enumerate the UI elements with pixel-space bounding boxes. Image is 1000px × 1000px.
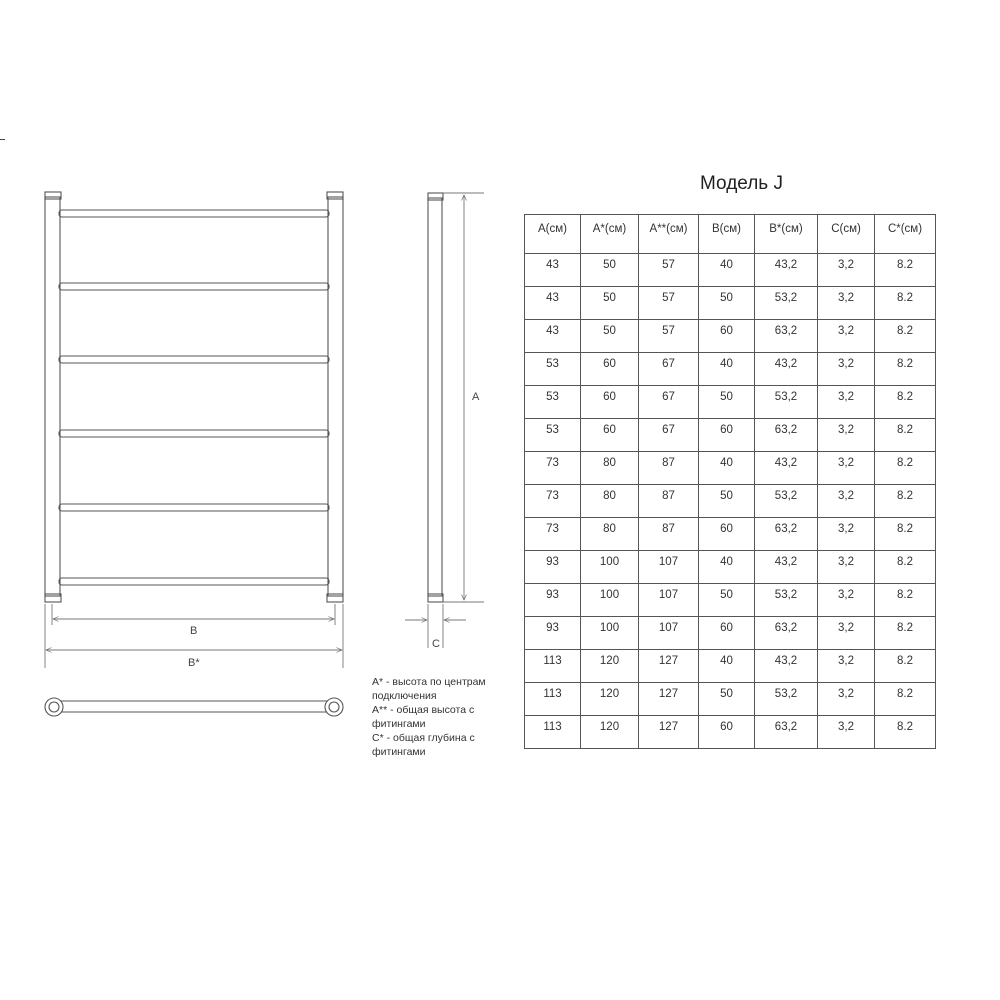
table-row [525, 551, 936, 584]
legend [372, 675, 507, 759]
table-row [525, 386, 936, 419]
table-cell: 50 [699, 386, 755, 419]
table-cell: 127 [639, 650, 699, 683]
table-cell: 3,2 [818, 287, 875, 320]
table-cell: 60 [699, 617, 755, 650]
table-cell: 120 [581, 716, 639, 749]
legend-line: фитингами [372, 718, 426, 730]
dimension-a-label: A [472, 391, 480, 403]
table-cell: 8.2 [875, 353, 936, 386]
table-row [525, 584, 936, 617]
table-row [525, 287, 936, 320]
table-cell: 8.2 [875, 419, 936, 452]
table-cell: 57 [639, 320, 699, 353]
table-cell: 113 [525, 716, 581, 749]
right-pipe [328, 197, 343, 596]
left-top-cap [45, 192, 61, 199]
table-cell: 113 [525, 650, 581, 683]
table-row [525, 683, 936, 716]
column-header: A(см) [525, 215, 581, 254]
table-row [525, 617, 936, 650]
table-cell: 60 [699, 518, 755, 551]
table-cell: 3,2 [818, 683, 875, 716]
table-cell: 8.2 [875, 683, 936, 716]
table-cell: 113 [525, 683, 581, 716]
table-cell: 40 [699, 551, 755, 584]
table-cell: 60 [699, 716, 755, 749]
table-cell: 53,2 [755, 485, 818, 518]
table-cell: 3,2 [818, 320, 875, 353]
table-cell: 60 [581, 386, 639, 419]
table-row [525, 419, 936, 452]
right-top-cap [327, 192, 343, 199]
table-cell: 50 [699, 683, 755, 716]
height-dimension [405, 193, 484, 648]
dimension-b-label: B [190, 625, 198, 637]
table-cell: 93 [525, 551, 581, 584]
table-cell: 80 [581, 485, 639, 518]
rung-4 [59, 430, 329, 437]
table-cell: 100 [581, 584, 639, 617]
table-cell: 8.2 [875, 485, 936, 518]
table-cell: 53 [525, 419, 581, 452]
table-cell: 127 [639, 716, 699, 749]
table-row [525, 254, 936, 287]
table-row [525, 518, 936, 551]
table-cell: 63,2 [755, 716, 818, 749]
table-cell: 43,2 [755, 650, 818, 683]
table-row [525, 650, 936, 683]
legend-line: C* - общая глубина с [372, 732, 475, 744]
dimensions-table [524, 214, 936, 749]
table-cell: 73 [525, 518, 581, 551]
table-cell: 43,2 [755, 254, 818, 287]
table-cell: 43 [525, 320, 581, 353]
table-cell: 87 [639, 485, 699, 518]
left-bottom-cap [45, 594, 61, 602]
table-cell: 63,2 [755, 419, 818, 452]
table-cell: 57 [639, 287, 699, 320]
table-cell: 43,2 [755, 452, 818, 485]
rung-5 [59, 504, 329, 511]
table-cell: 93 [525, 584, 581, 617]
table-cell: 57 [639, 254, 699, 287]
table-cell: 3,2 [818, 386, 875, 419]
table-cell: 40 [699, 452, 755, 485]
table-cell: 8.2 [875, 716, 936, 749]
table-cell: 8.2 [875, 386, 936, 419]
table-cell: 3,2 [818, 584, 875, 617]
table-cell: 87 [639, 518, 699, 551]
table-cell: 3,2 [818, 452, 875, 485]
table-cell: 3,2 [818, 353, 875, 386]
table-cell: 60 [699, 419, 755, 452]
table-cell: 67 [639, 386, 699, 419]
table-cell: 8.2 [875, 617, 936, 650]
column-header: A**(см) [639, 215, 699, 254]
table-cell: 53 [525, 386, 581, 419]
table-cell: 50 [581, 254, 639, 287]
side-view [428, 193, 443, 602]
column-header: C*(см) [875, 215, 936, 254]
table-cell: 107 [639, 551, 699, 584]
table-cell: 8.2 [875, 650, 936, 683]
table-cell: 3,2 [818, 650, 875, 683]
rung-3 [59, 356, 329, 363]
table-row [525, 716, 936, 749]
table-cell: 53,2 [755, 386, 818, 419]
table-header-row [525, 215, 936, 254]
column-header: C(см) [818, 215, 875, 254]
dimension-b-star-label: B* [188, 657, 200, 669]
column-header: B*(см) [755, 215, 818, 254]
front-view [45, 192, 343, 602]
table-cell: 53,2 [755, 584, 818, 617]
table-cell: 60 [699, 320, 755, 353]
table-cell: 3,2 [818, 716, 875, 749]
legend-line: A* - высота по центрам [372, 676, 486, 688]
table-cell: 8.2 [875, 452, 936, 485]
table-cell: 80 [581, 518, 639, 551]
table-cell: 107 [639, 617, 699, 650]
legend-line: фитингами [372, 746, 426, 758]
table-cell: 50 [699, 287, 755, 320]
table-cell: 120 [581, 650, 639, 683]
legend-line: A** - общая высота с [372, 704, 475, 716]
table-cell: 8.2 [875, 518, 936, 551]
table-cell: 60 [581, 353, 639, 386]
table-cell: 67 [639, 419, 699, 452]
rung-1 [59, 210, 329, 217]
legend-line: подключения [372, 690, 437, 702]
table-cell: 63,2 [755, 320, 818, 353]
table-cell: 40 [699, 650, 755, 683]
table-cell: 3,2 [818, 485, 875, 518]
table-row [525, 353, 936, 386]
table-cell: 3,2 [818, 419, 875, 452]
top-view [45, 698, 343, 716]
table-cell: 120 [581, 683, 639, 716]
model-title: Модель J [700, 173, 783, 194]
table-cell: 50 [699, 485, 755, 518]
column-header: B(см) [699, 215, 755, 254]
dimension-c-label: C [432, 638, 440, 650]
table-cell: 67 [639, 353, 699, 386]
table-cell: 3,2 [818, 551, 875, 584]
table-row [525, 320, 936, 353]
table-cell: 8.2 [875, 584, 936, 617]
table-cell: 43,2 [755, 551, 818, 584]
table-cell: 50 [699, 584, 755, 617]
table-cell: 100 [581, 617, 639, 650]
table-cell: 63,2 [755, 518, 818, 551]
rung-6 [59, 578, 329, 585]
rung-2 [59, 283, 329, 290]
table-cell: 73 [525, 452, 581, 485]
table-cell: 8.2 [875, 254, 936, 287]
table-cell: 87 [639, 452, 699, 485]
table-cell: 63,2 [755, 617, 818, 650]
table-cell: 80 [581, 452, 639, 485]
table-cell: 73 [525, 485, 581, 518]
table-cell: 60 [581, 419, 639, 452]
right-bottom-cap [327, 594, 343, 602]
table-cell: 100 [581, 551, 639, 584]
table-cell: 40 [699, 254, 755, 287]
table-cell: 127 [639, 683, 699, 716]
table-cell: 3,2 [818, 254, 875, 287]
table-cell: 107 [639, 584, 699, 617]
table-cell: 3,2 [818, 518, 875, 551]
column-header: A*(см) [581, 215, 639, 254]
table-cell: 8.2 [875, 320, 936, 353]
table-cell: 3,2 [818, 617, 875, 650]
table-cell: 43,2 [755, 353, 818, 386]
table-row [525, 485, 936, 518]
table-body [525, 254, 936, 749]
table-cell: 50 [581, 287, 639, 320]
table-cell: 53,2 [755, 287, 818, 320]
table-cell: 43 [525, 287, 581, 320]
table-cell: 93 [525, 617, 581, 650]
table-cell: 53 [525, 353, 581, 386]
table-cell: 50 [581, 320, 639, 353]
table-cell: 40 [699, 353, 755, 386]
table-row [525, 452, 936, 485]
table-cell: 43 [525, 254, 581, 287]
table-cell: 53,2 [755, 683, 818, 716]
left-pipe [45, 197, 60, 596]
table-cell: 8.2 [875, 287, 936, 320]
table-cell: 8.2 [875, 551, 936, 584]
